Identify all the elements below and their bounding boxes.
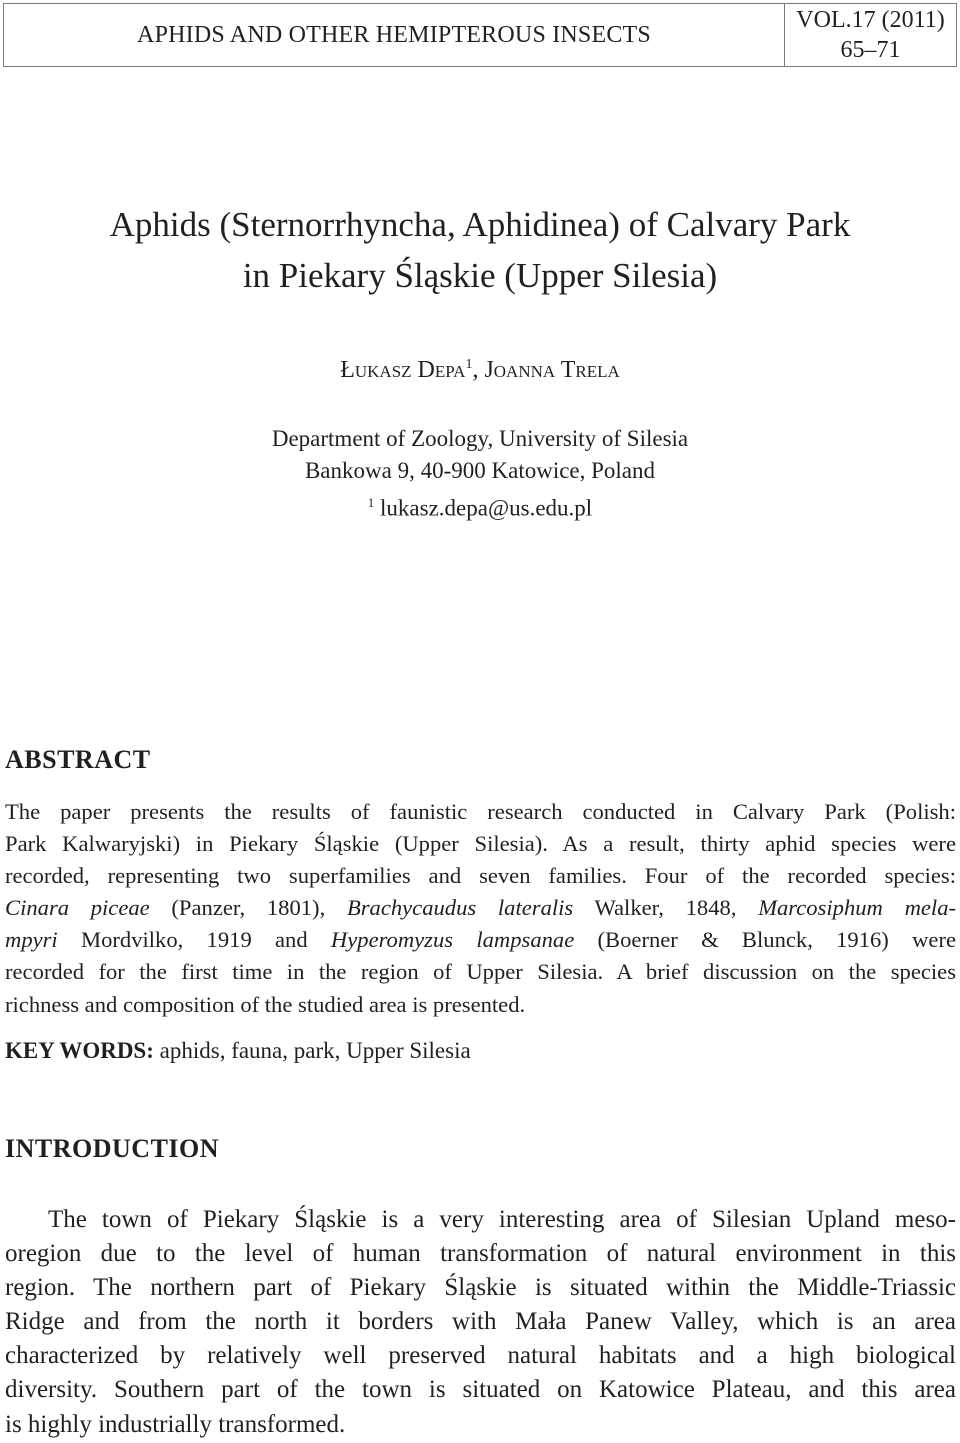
email-mark: 1 xyxy=(367,495,375,510)
abstract-line: recorded, representing two superfamilies and seven families. Four of the recorded species: xyxy=(5,863,956,889)
abstract-text xyxy=(5,796,956,1021)
abstract-line: richness and composition of the studied area is presented. xyxy=(5,991,526,1017)
affiliation xyxy=(0,423,960,525)
abstract-line: The paper presents the results of faunistic research conducted in Calvary Park (Polish: xyxy=(5,799,956,824)
keywords xyxy=(5,1038,471,1064)
intro-line: The town of Piekary Śląskie is a very interesting area of Silesian Upland meso- xyxy=(48,1206,956,1233)
abstract-line: Park Kalwaryjski) in Piekary Śląskie (Upper Silesia). As a result, thirty aphid species were xyxy=(5,831,956,857)
author-2: Joanna Trela xyxy=(484,357,620,383)
keywords-list: aphids, fauna, park, Upper Silesia xyxy=(153,1038,471,1063)
title-line-2: in Piekary Śląskie (Upper Silesia) xyxy=(242,256,718,295)
abstract-heading: ABSTRACT xyxy=(5,745,151,774)
volume-label: VOL.17 (2011) xyxy=(796,7,945,33)
abstract-line: recorded for the first time in the region of Upper Silesia. A brief discussion on the species xyxy=(5,959,956,985)
introduction-heading: INTRODUCTION xyxy=(5,1134,220,1163)
department: Department of Zoology, University of Silesia xyxy=(271,426,689,451)
contact-email: lukasz.depa@us.edu.pl xyxy=(374,495,593,521)
species-name: Hyperomyzus lampsanae xyxy=(330,927,575,953)
intro-line: characterized by relatively well preserved natural habitats and a high biological xyxy=(5,1342,956,1370)
intro-line: Ridge and from the north it borders with Mała Panew Valley, which is an area xyxy=(5,1308,956,1336)
abstract-line: Cinara piceae (Panzer, 1801), Brachycaudus lateralis Walker, 1848, Marcosiphum mela- xyxy=(5,895,957,921)
species-name: mpyri xyxy=(5,927,58,953)
volume-info xyxy=(785,4,956,66)
species-name: Brachycaudus lateralis xyxy=(346,895,574,921)
page-range: 65–71 xyxy=(840,37,901,63)
species-name: Marcosiphum mela- xyxy=(758,895,957,921)
title-line-1: Aphids (Sternorrhyncha, Aphidinea) of Calvary Park xyxy=(109,205,851,244)
address: Bankowa 9, 40-900 Katowice, Poland xyxy=(304,458,656,483)
contact-email-line xyxy=(0,487,960,525)
intro-line: diversity. Southern part of the town is situated on Katowice Plateau, and this area xyxy=(5,1376,956,1404)
intro-line: is highly industrially transformed. xyxy=(5,1410,346,1438)
running-header xyxy=(3,3,957,67)
keywords-label: KEY WORDS: xyxy=(5,1038,154,1063)
intro-line: oregion due to the level of human transformation of natural environment in this xyxy=(5,1240,956,1268)
author-1-affiliation-mark: 1 xyxy=(465,357,473,372)
intro-line: region. The northern part of Piekary Śląskie is situated within the Middle-Triassic xyxy=(5,1274,956,1302)
author-list xyxy=(0,357,960,384)
species-name: Cinara piceae xyxy=(5,895,150,921)
author-separator: , xyxy=(472,357,485,383)
journal-name: APHIDS AND OTHER HEMIPTEROUS INSECTS xyxy=(4,4,785,66)
abstract-line: mpyri Mordvilko, 1919 and Hyperomyzus lampsanae (Boerner & Blunck, 1916) were xyxy=(5,927,956,953)
paper-title xyxy=(0,199,960,301)
author-1: Łukasz Depa xyxy=(340,357,466,383)
introduction-text xyxy=(5,1203,956,1442)
